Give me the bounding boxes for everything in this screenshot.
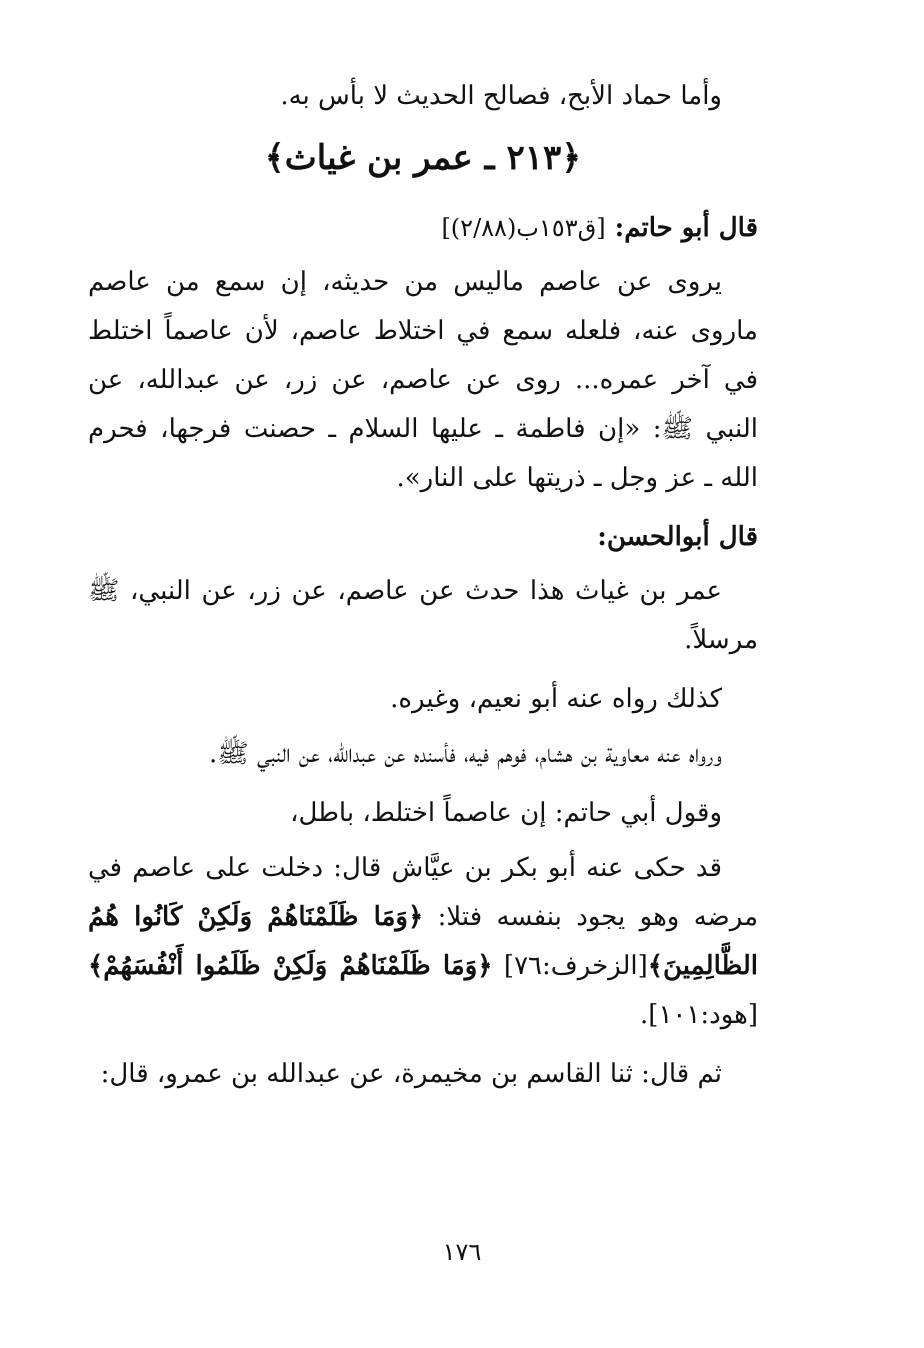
abu-hatim-paragraph: يروى عن عاصم ماليس من حديثه، إن سمع من عاصم ماروى عنه، فلعله سمع في اختلاط عاصم، لأن عاصماً اختلط في آخر عمره... روى عن عاصم، عن زر، عن عبدالله، عن النبي ﷺ: «إن فاطمة ـ عليها السلام ـ حصنت فرجها، فحرم الله ـ عز وجل ـ ذريتها على النار».: [88, 267, 758, 493]
paragraph-1: عمر بن غياث هذا حدث عن عاصم، عن زر، عن النبي، ﷺ مرسلاً.: [88, 576, 758, 655]
quran-verse-2: ﴿وَمَا ظَلَمْنَاهُمْ وَلَكِنْ ظَلَمُوا أَنْفُسَهُمْ﴾: [88, 951, 493, 981]
paragraph-4: وقول أبي حاتم: إن عاصماً اختلط، باطل،: [290, 798, 722, 828]
abu-hasan-heading: قال أبوالحسن:: [597, 522, 758, 552]
paragraph-6: ثم قال: ثنا القاسم بن مخيمرة، عن عبدالله بن عمرو، قال:: [100, 1059, 722, 1089]
paragraph-2: كذلك رواه عنه أبو نعيم، وغيره.: [390, 684, 722, 714]
page-number: ١٧٦: [442, 1238, 482, 1266]
abu-hatim-reference: [ق١٥٣ب(٢/٨٨)]: [441, 214, 606, 242]
paragraph-5-text: قد حكى عنه أبو بكر بن عيَّاش قال: دخلت على عاصم في مرضه وهو يجود بنفسه فتلا:: [88, 853, 758, 932]
paragraph-5: [88, 844, 758, 1040]
quran-reference-1: [الزخرف:٧٦]: [503, 951, 648, 981]
quran-reference-2: [هود:١٠١].: [640, 1000, 758, 1030]
opening-line: وأما حماد الأبح، فصالح الحديث لا بأس به.: [280, 81, 722, 111]
chapter-title: ﴿٢١٣ ـ عمر بن غياث﴾: [264, 138, 582, 178]
quran-verse-1: ﴿وَمَا ظَلَمْنَاهُمْ وَلَكِنْ كَانُوا هُمُ الظَّالِمِينَ﴾: [88, 902, 759, 981]
abu-hatim-heading: [88, 204, 758, 252]
abu-hatim-heading-label: قال أبو حاتم:: [614, 213, 758, 243]
paragraph-3: ورواه عنه معاوية بن هشام، فوهم فيه، فأسنده عن عبدالله، عن النبي ﷺ.: [209, 739, 722, 769]
